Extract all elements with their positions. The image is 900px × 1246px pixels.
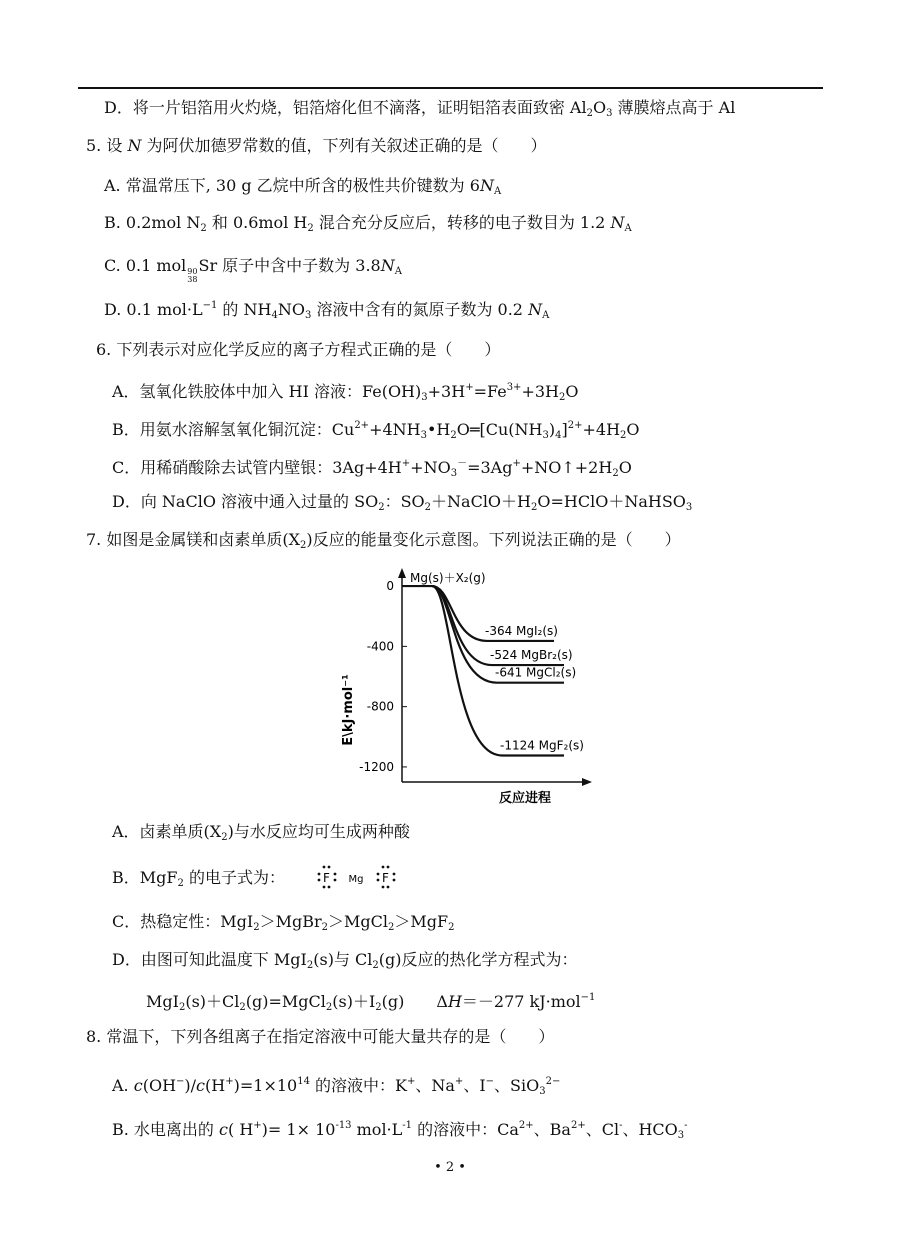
y-axis-arrow	[398, 568, 406, 578]
q7-stem: 7. 如图是金属镁和卤素单质$(X_2)$反应的能量变化示意图。下列说法正确的是（ ）	[86, 530, 681, 551]
q5-stem: 5. 设 N 为阿伏加德罗常数的值，下列有关叙述正确的是（ ）	[86, 136, 547, 155]
energy-diagram	[330, 560, 610, 810]
q7-option-d-equation: $MgI_2(s)+Cl_2(g)=MgCl_2(s)+I_2(g)$ ΔH＝－277 kJ·mol$^{-1}$	[146, 992, 596, 1013]
chart-top-label: Mg(s)＋X₂(g)	[410, 571, 486, 585]
efm-f-left: F	[323, 871, 330, 885]
q7-option-b: B．MgF$_2$ 的电子式为：	[112, 868, 285, 889]
y-tick-label-2: -800	[366, 699, 394, 714]
q5-option-a: A. 常温常压下, 30 g 乙烷中所含的极性共价键数为 $6N_A$	[104, 176, 502, 197]
q7-option-c: C．热稳定性：MgI$_2$＞MgBr$_2$＞MgCl$_2$＞MgF$_2$	[112, 912, 455, 933]
curve-label-0: -364 MgI₂(s)	[485, 623, 558, 638]
efm-mg: Mg	[348, 874, 364, 885]
electron-formula-mgf2	[316, 862, 406, 892]
q7-option-d: D．由图可知此温度下 MgI$_2$(s)与 $Cl_2(g)$反应的热化学方程式为：	[112, 950, 578, 971]
x-axis-arrow	[582, 778, 592, 786]
curve-label-3: -1124 MgF₂(s)	[500, 738, 584, 753]
y-tick-label-0: 0	[386, 579, 394, 594]
q8-option-a: A. $c(OH^-)/c(H^+)=1\times 10^{14}$ 的溶液中：K+、Na+、I−、SiO$_3^{2-}$	[112, 1076, 561, 1097]
chart-x-label: 反应进程	[498, 791, 552, 806]
efm-f-right: F	[382, 871, 389, 885]
y-tick-label-3: -1200	[359, 759, 394, 774]
q5-option-b: B. 0.2mol $N_2$ 和 0.6mol $H_2$ 混合充分反应后，转移的电子数目为 1.2 $N_A$	[104, 213, 632, 234]
q6-stem: 6. 下列表示对应化学反应的离子方程式正确的是（ ）	[96, 340, 501, 359]
chart-y-label: E\kJ·mol⁻¹	[341, 674, 356, 746]
y-tick-label-1: -400	[366, 639, 394, 654]
q6-option-b: B．用氨水溶解氢氧化铜沉淀：$Cu^{2+}+4NH_3•H_2O═[Cu(NH_3)_4]^{2+}+4H_2O$	[112, 420, 640, 441]
curve-label-2: -641 MgCl₂(s)	[495, 665, 577, 680]
q6-option-a: A．氢氧化铁胶体中加入 HI 溶液：$Fe(OH)_3+3H^+=Fe^{3+}+3H_2O$	[112, 382, 579, 403]
q8-stem: 8. 常温下，下列各组离子在指定溶液中可能大量共存的是（ ）	[86, 1027, 555, 1046]
q6-option-c: C．用稀硝酸除去试管内壁银：$3Ag+4H^++NO_3^-=3Ag^++NO↑+2H_2O$	[112, 458, 632, 479]
curve-label-1: -524 MgBr₂(s)	[490, 648, 573, 663]
q6-option-d: D．向 NaClO 溶液中通入过量的 $SO_2$：$SO_2+NaClO+H_2O=HClO+NaHSO_3$	[112, 492, 693, 513]
page-number: • 2 •	[434, 1160, 466, 1175]
q8-option-b: B. 水电离出的 c( $H^+)= 1\times 10^{-13}$ $mol\cdot L^{-1}$ 的溶液中：$Ca^{2+}$、$Ba^{2+}$、Cl-、$HCO_3^-$	[112, 1120, 688, 1141]
q5-option-d: D. 0.1 $mol\cdot L^{-1}$ 的 $NH_4NO_3$ 溶液中含有的氮原子数为 0.2 $N_A$	[104, 300, 550, 321]
q4-option-d: D．将一片铝箔用火灼烧，铝箔熔化但不滴落，证明铝箔表面致密 $Al_2O_3$ 薄膜熔点高于 Al	[104, 98, 736, 119]
header-rule	[78, 87, 823, 89]
nuclide-notation: 90 38	[187, 267, 198, 284]
q7-option-a: A．卤素单质$(X_2)$与水反应均可生成两种酸	[112, 822, 410, 843]
q5-option-c: C. 0.1 mol 90 38 Sr 原子中含中子数为 $3.8N_A$	[104, 256, 402, 284]
